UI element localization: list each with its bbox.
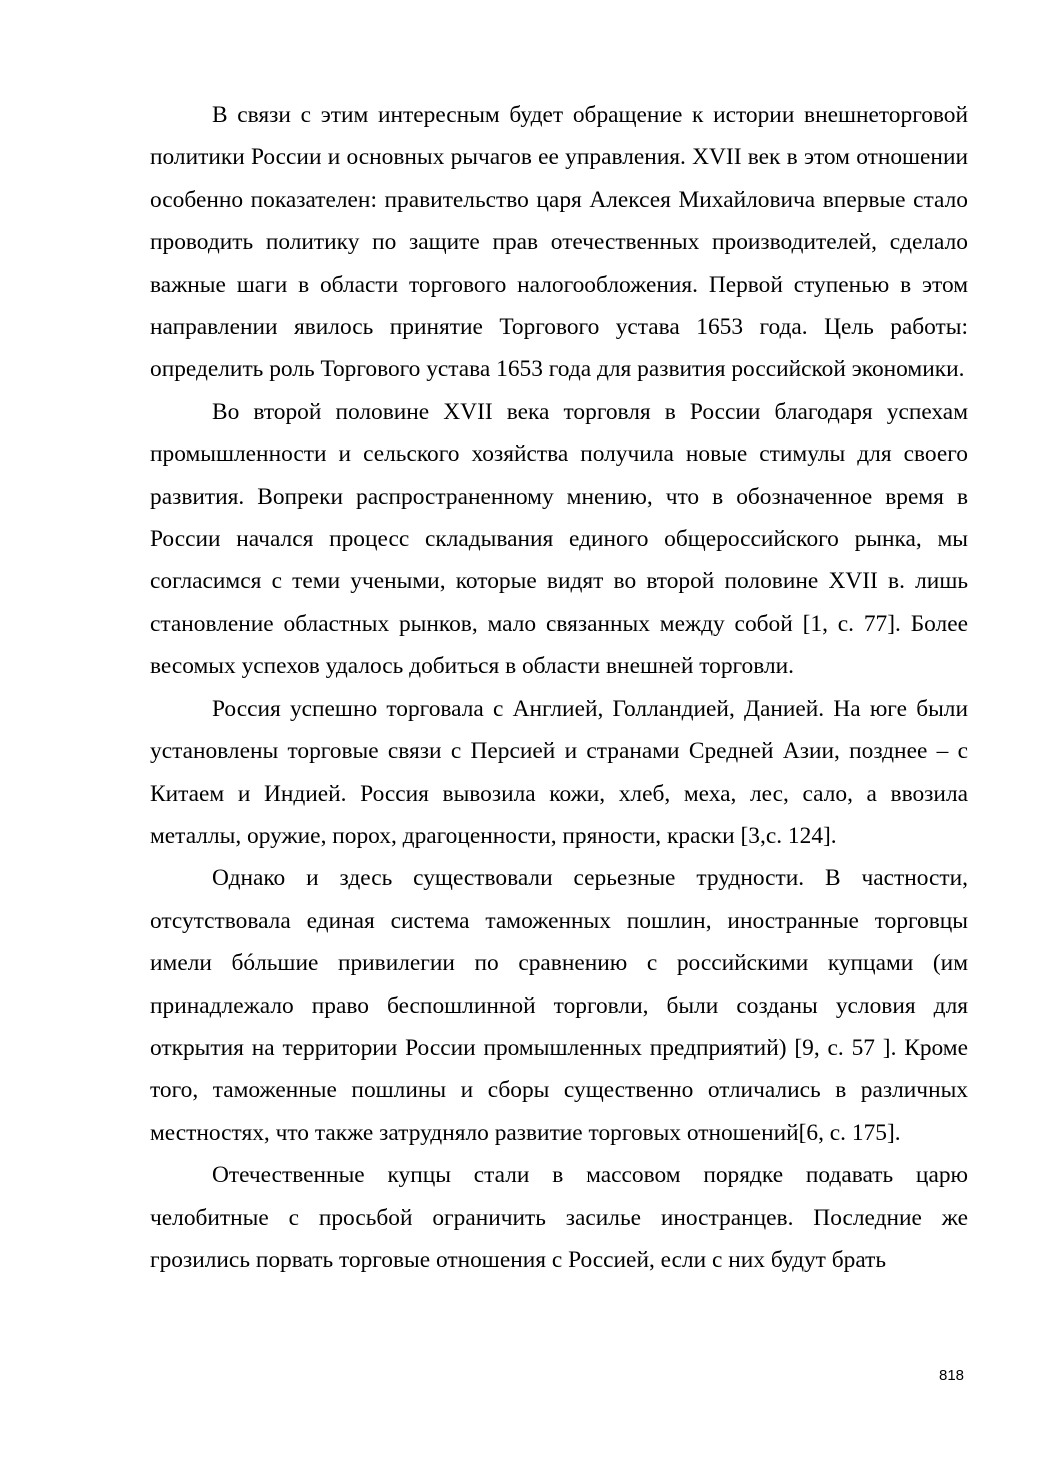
page-number: 818 [939, 1367, 965, 1384]
paragraph: Во второй половине XVII века торговля в России благодаря успехам промышленности и сельского хозяйства получила новые стимулы для своего развития. Вопреки распространенному мнению, что в обозначенное время в России начался процесс складывания единого общероссийского рынка, мы согласимся с теми учеными, которые видят во второй половине XVII в. лишь становление областных рынков, мало связанных между собой [1, с. 77]. Более весомых успехов удалось добиться в области внешней торговли. [150, 398, 968, 680]
paragraph: Однако и здесь существовали серьезные трудности. В частности, отсутствовала единая система таможенных пошлин, иностранные торговцы имели бóльшие привилегии по сравнению с российскими купцами (им принадлежало право беспошлинной торговли, были созданы условия для открытия на территории России промышленных предприятий) [9, с. 57 ]. Кроме того, таможенные пошлины и сборы существенно отличались в различных местностях, что также затрудняло развитие торговых отношений[6, с. 175]. [150, 865, 968, 1146]
paragraph: Россия успешно торговала с Англией, Голландией, Данией. На юге были установлены торговые связи с Персией и странами Средней Азии, позднее – с Китаем и Индией. Россия вывозила кожи, хлеб, меха, лес, сало, а ввозила металлы, оружие, порох, драгоценности, пряности, краски [3,с. 124]. [150, 695, 968, 849]
paragraph: В связи с этим интересным будет обращение к истории внешнеторговой политики России и основных рычагов ее управления. XVII век в этом отношении особенно показателен: правительство царя Алексея Михайловича впервые стало проводить политику по защите прав отечественных производителей, сделало важные шаги в области торгового налогообложения. Первой ступенью в этом направлении явилось принятие Торгового устава 1653 года. Цель работы: определить роль Торгового устава 1653 года для развития российской экономики. [150, 102, 968, 383]
document-page [150, 94, 968, 1281]
paragraph: Отечественные купцы стали в массовом порядке подавать царю челобитные с просьбой ограничить засилье иностранцев. Последние же грозились порвать торговые отношения с Россией, если с них будут брать [150, 1162, 968, 1273]
